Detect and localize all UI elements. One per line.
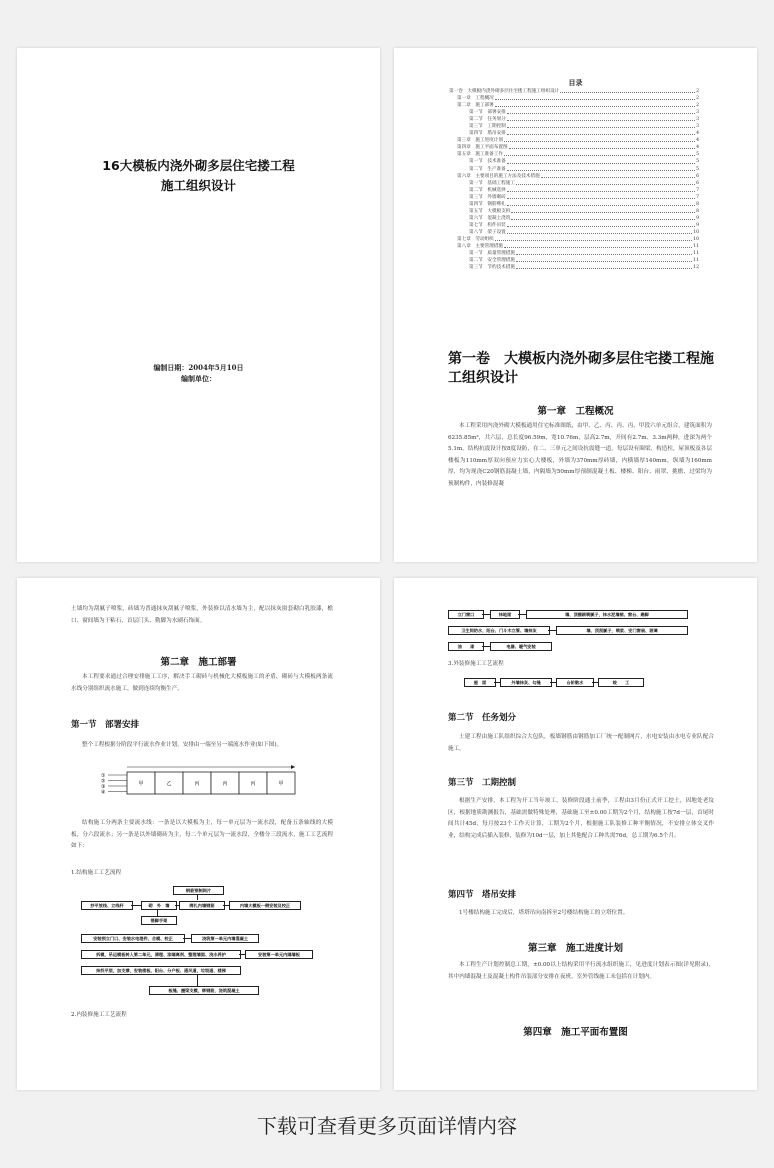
toc-row[interactable] — [449, 95, 699, 102]
toc-row-label: 第一节 基础工程施工 — [469, 180, 515, 186]
section4-body: 1号楼结构施工完成后，塔塔吊向南拆至2号楼结构施工的立塔位置。 — [459, 910, 629, 916]
toc-row-page: 11 — [693, 258, 699, 264]
toc-row-label: 第六节 混凝土浇筑 — [469, 215, 511, 221]
toc-row-label: 第一章 工程概况 — [457, 96, 494, 102]
toc-leader-dots — [560, 88, 695, 93]
toc-row-page: 6 — [696, 173, 699, 179]
section3-body: 根据生产安排，本工程为开工当年竣工，装修阶段通土前季，工程由3月份正式开工挖土，因地处老坟区，根据地质勘测报告，基础需做特殊处理，基础施工至±0.00工期为2个月，结构施工按7d一层，首尾时间共计45d，每月按23个工作天计算，工期为2个月，根据施工队装修工种平衡情况，不安排立体交叉作业，结构完成后插入装修，装修为10d一层，加上其他配合工种共需76d，总工期为6.5个月。 — [448, 798, 714, 839]
toc-row[interactable] — [449, 250, 699, 257]
toc-row-page: 11 — [693, 251, 699, 257]
flow-b-1: 卫生间防水，阳台、门斗木立管、墙抹灰 — [448, 626, 550, 635]
toc-row-label: 第七节 构件吊装 — [469, 222, 506, 228]
chapter2-body: 本工程要求通过合理安排施工工序，解决手工砌砖与机械化大模板施工的矛盾，砌砖与大模板两条流水线分别组织流水施工，做到连续均衡生产。 — [71, 674, 333, 692]
toc-row[interactable] — [449, 144, 699, 151]
cover-date: 编制日期：2004年5月10日 — [153, 363, 244, 372]
toc-row-page: 12 — [693, 265, 699, 271]
cover-unit: 编制单位： — [181, 374, 216, 383]
toc-leader-dots — [507, 116, 695, 121]
toc-row[interactable] — [449, 257, 699, 264]
toc-row-page: 5 — [696, 152, 699, 158]
toc-row[interactable] — [449, 236, 699, 243]
toc-row-page: 10 — [693, 236, 699, 242]
toc-row-page: 4 — [696, 145, 699, 151]
toc-row-label: 第三节 外墙砌砖 — [469, 194, 506, 200]
flow-box-setout: 抄平放线、立线杆 — [81, 901, 133, 910]
ext-flow-label: 3.外装修施工工艺流程 — [448, 661, 504, 667]
flow-box-slab-install: 抹找平层，加支撑，安装楼板、阳台、分户板、通风道，垃圾道、楼梯 — [81, 966, 241, 975]
toc-leader-dots — [507, 201, 695, 206]
segment-label: 丙 — [222, 781, 228, 787]
section1-body: 整个工程根据分阶段平行流水作业计划，安排由一端至另一端流水作业(如下图)。 — [82, 742, 283, 748]
toc-leader-dots — [541, 173, 695, 178]
flow-d-4: 竣 工 — [598, 678, 644, 687]
toc-row[interactable] — [449, 264, 699, 271]
toc-heading: 目录 — [568, 78, 583, 87]
flow-d-3: 台阶散水 — [556, 678, 594, 687]
toc-leader-dots — [507, 194, 695, 199]
toc-row[interactable] — [449, 222, 699, 229]
segment-label: 丙 — [250, 781, 256, 787]
toc-row-page: 9 — [696, 222, 699, 228]
flow-box-partition: 安装第一单元内隔墙板 — [245, 950, 313, 959]
chapter1-body: 本工程采用内浇外砌大模板通用住宅标准图纸，由甲、乙、丙、丙、丙、甲段六单元组合，建筑面积为6235.85m²，共六层，总长度96.59m，宽10.76m，层高2.7m，开间有2.7m、3.3m两种，进深为两个5.1m。结构抗震设计按8度设防，在二、三单元之间设抗震缝一道，每层设有圈梁、构造柱，屋顶板及各层楼板为110mm厚双向预应力实心大楼板，外墙为370mm厚砖墙，内横墙厚140mm，纵墙为160mm厚，均为现浇C20钢筋混凝土墙，内隔墙为50mm厚预制混凝土板、楼梯、阳台、雨罩、挑檐、过梁均为预制构件，内装修混凝 — [448, 423, 712, 487]
toc-row-page: 8 — [696, 201, 699, 207]
flow-row-number: ② — [101, 778, 106, 785]
toc-row-page: 2 — [696, 89, 699, 94]
toc-row-label: 第四节 塔吊安排 — [469, 131, 506, 137]
toc-row-page: 11 — [693, 244, 699, 250]
flow-box-door-frame: 安装预立门口、安装水电埋件、合模、校正 — [81, 934, 185, 943]
toc-row[interactable] — [449, 88, 699, 95]
toc-row-label: 第一节 部署安排 — [469, 110, 506, 116]
toc-row-label: 第七章 劳动组织 — [457, 236, 494, 242]
chapter4-title: 第四章 施工平面布置图 — [523, 1027, 628, 1038]
arrow-head — [291, 765, 295, 769]
toc-leader-dots — [509, 144, 696, 149]
flow-box-demold: 拆模，吊运模板转入第二单元，清理、涂隔离剂、整理墙面、浇水养护 — [81, 950, 241, 959]
section3-title: 第三节 工期控制 — [448, 778, 517, 788]
toc-row-label: 第五章 施工准备工作 — [457, 152, 503, 158]
toc-row[interactable] — [449, 166, 699, 173]
flow-box-formwork: 内墙大模板一侧安装及校正 — [229, 901, 301, 910]
chapter3-title: 第三章 施工进度计划 — [527, 943, 623, 954]
cover-title-line2: 施工组织设计 — [160, 178, 236, 193]
toc-leader-dots — [516, 250, 692, 255]
flow-box-wall-rebar: 绑扎内墙钢筋 — [179, 901, 225, 910]
toc-page — [394, 48, 757, 562]
table-of-contents — [449, 88, 699, 271]
toc-row[interactable] — [449, 208, 699, 215]
flow-row-number: ③ — [101, 784, 106, 790]
toc-leader-dots — [511, 208, 695, 213]
cover-page — [17, 48, 380, 562]
toc-row-label: 第二节 安全管理措施 — [469, 258, 515, 264]
toc-row[interactable] — [449, 173, 699, 180]
toc-row-label: 第二节 机械选择 — [469, 187, 506, 193]
toc-leader-dots — [507, 109, 695, 114]
toc-row-page: 4 — [696, 131, 699, 137]
toc-row-label: 第八节 架子设置 — [469, 229, 506, 235]
toc-row-label: 第二节 生产准备 — [469, 166, 506, 172]
toc-row[interactable] — [449, 194, 699, 201]
section1-title: 第一节 部署安排 — [71, 720, 140, 730]
toc-row-label: 第一节 技术准备 — [469, 159, 506, 165]
interior-flow-label: 2.内装修施工工艺流程 — [71, 1012, 127, 1018]
toc-row-label: 第三章 施工进度计划 — [457, 138, 503, 144]
section2-body: 土建工程由施工队组织综合大包队，板墙钢筋由钢筋加工厂统一配制网片，水电安装由水电专业队配合施工。 — [448, 734, 714, 752]
toc-row-page: 3 — [696, 110, 699, 116]
chapter1-title: 第一章 工程概况 — [537, 406, 614, 417]
schedule-page — [394, 578, 757, 1090]
toc-row[interactable] — [449, 123, 699, 130]
toc-row-label: 第一卷 大模板内浇外砌多层住宅搂工程施工组织设计 — [449, 89, 560, 94]
toc-leader-dots — [495, 102, 695, 107]
toc-row-page: 9 — [696, 215, 699, 221]
toc-row-page: 5 — [696, 159, 699, 165]
flow-d-2: 外墙抹灰、勾缝 — [500, 678, 552, 687]
toc-row[interactable] — [449, 180, 699, 187]
flow-box-ring-beam: 板缝、圈梁支模，绑钢筋，浇筑混凝土 — [149, 986, 259, 995]
toc-row-label: 第八章 主要管理措施 — [457, 244, 503, 250]
toc-leader-dots — [507, 187, 695, 192]
section2-title: 第二节 任务划分 — [448, 713, 517, 723]
toc-leader-dots — [516, 264, 692, 269]
flow-row-number: ④ — [101, 789, 106, 796]
cover-title-line1: 16大模板内浇外砌多层住宅搂工程 — [102, 158, 295, 173]
toc-row-label: 第三节 工期控制 — [469, 124, 506, 130]
segment-label: 甲 — [138, 781, 144, 787]
toc-row-label: 第一节 质量管理措施 — [469, 251, 515, 257]
toc-leader-dots — [516, 180, 695, 185]
toc-leader-dots — [507, 222, 695, 227]
toc-row-page: 4 — [696, 138, 699, 144]
flow-c-2: 电器、暖气安装 — [490, 642, 552, 651]
flow-a-2: 抹地面 — [490, 610, 520, 619]
flow-b-2: 墙、顶刮腻子，喷浆、安门窗扇、玻璃 — [556, 626, 688, 635]
toc-row-page: 6 — [696, 180, 699, 186]
toc-row[interactable] — [449, 215, 699, 222]
flow-row-number: ① — [101, 773, 106, 779]
struct-flow-label: 1.结构施工工艺流程 — [71, 870, 122, 876]
flow-box-masonry: 砌 外 墙 — [141, 901, 177, 910]
toc-leader-dots — [507, 166, 695, 171]
toc-row-page: 10 — [693, 229, 699, 235]
flow-box-rebar-mesh: 钢筋预制网片 — [173, 886, 224, 895]
toc-row-page: 7 — [696, 187, 699, 193]
toc-row-label: 第六章 主要项目的施工方法及技术措施 — [457, 173, 540, 179]
chapter3-body: 本工程生产计划控制总工期，±0.00以上结构采用平行流水组织施工，见进度计划表示图(详见附录)，其中内墙混凝土及混凝土构件吊装部分安排在夜班，室外管线施工未包括在计划内。 — [448, 962, 714, 980]
toc-row-page: 2 — [696, 96, 699, 102]
chapter2-title: 第二章 施工部署 — [160, 657, 237, 668]
toc-row-page: 3 — [696, 124, 699, 130]
toc-row[interactable] — [449, 158, 699, 165]
flow-c-1: 油 漆 — [448, 642, 484, 651]
download-caption: 下载可查看更多页面详情内容 — [257, 1114, 517, 1138]
toc-row[interactable] — [449, 116, 699, 123]
segment-label: 甲 — [278, 781, 284, 787]
toc-leader-dots — [507, 130, 695, 135]
toc-leader-dots — [504, 137, 695, 142]
toc-row-label: 第四节 钢筋绑扎 — [469, 201, 506, 207]
toc-leader-dots — [516, 257, 692, 262]
flow-box-pour-concrete: 浇筑第一单元内墙混凝土 — [191, 934, 259, 943]
toc-row-label: 第五节 大模板支拆 — [469, 208, 511, 214]
section4-title: 第四节 塔吊安排 — [448, 890, 517, 900]
volume-title: 第一卷 大模板内浇外砌多层住宅搂工程施工组织设计 — [448, 351, 714, 386]
toc-row-page: 3 — [696, 117, 699, 123]
toc-leader-dots — [511, 215, 695, 220]
segment-flow-diagram — [97, 764, 317, 804]
toc-row[interactable] — [449, 151, 699, 158]
toc-row-label: 第二章 施工部署 — [457, 103, 494, 109]
segment-label: 丙 — [194, 781, 200, 787]
toc-row-label: 第二节 任务划分 — [469, 117, 506, 123]
toc-row-label: 第三节 节约技术措施 — [469, 265, 515, 271]
flow-box-scaffold: 搭脚手架 — [141, 916, 177, 925]
toc-row-page: 5 — [696, 166, 699, 172]
toc-row[interactable] — [449, 229, 699, 236]
deployment-page — [17, 578, 380, 1090]
toc-leader-dots — [495, 236, 692, 241]
section1-body2: 结构施工分两条主要流水线：一条是以大模板为主，每一单元层为一流水段，配备五条轴线的大模板，分六段流水；另一条是以外墙砌砖为主，每二个单元层为一流水段，全楼分三段流水，施工工艺流程如下： — [71, 820, 333, 849]
flow-a-3: 墙、顶棚刷喷腻子，抹水泥墙裙、窗台、踢脚 — [526, 610, 688, 619]
toc-leader-dots — [507, 229, 692, 234]
toc-row[interactable] — [449, 102, 699, 109]
toc-row[interactable] — [449, 201, 699, 208]
toc-leader-dots — [507, 158, 695, 163]
toc-row-label: 第四章 施工平面布置图 — [457, 145, 508, 151]
toc-row[interactable] — [449, 243, 699, 250]
toc-row[interactable] — [449, 130, 699, 137]
page3-intro: 土墙均为刮腻子喷浆，砖墙为普通抹灰刮腻子喷浆，外装修以清水墙为主，配以抹灰窗套砌白乳胶漆，檐口、窗间墙为干粘石，首层门头、勒脚为水刷石饰面。 — [71, 606, 333, 624]
toc-leader-dots — [507, 123, 695, 128]
flow-d-1: 屋 面 — [464, 678, 496, 687]
segment-label: 乙 — [166, 781, 172, 787]
toc-row-page: 7 — [696, 194, 699, 200]
toc-row[interactable] — [449, 187, 699, 194]
toc-row[interactable] — [449, 109, 699, 116]
toc-leader-dots — [504, 151, 695, 156]
toc-row[interactable] — [449, 137, 699, 144]
toc-row-page: 2 — [696, 103, 699, 109]
toc-leader-dots — [495, 95, 695, 100]
toc-leader-dots — [504, 243, 692, 248]
flow-a-1: 立门窗口 — [448, 610, 484, 619]
toc-row-page: 8 — [696, 208, 699, 214]
